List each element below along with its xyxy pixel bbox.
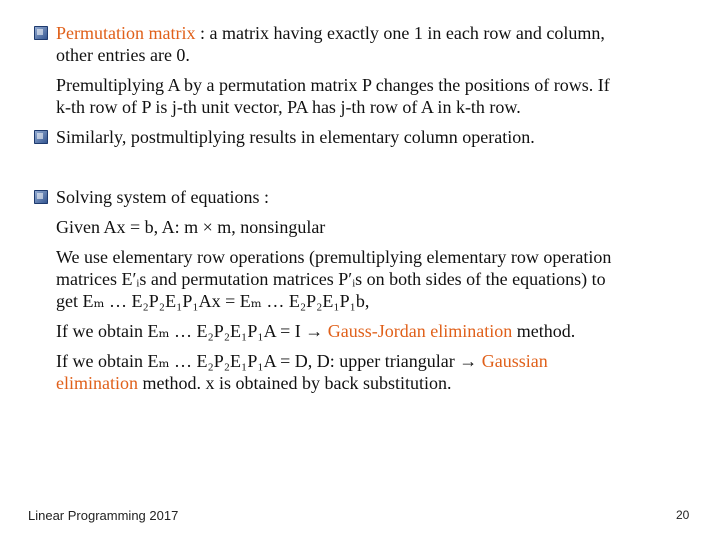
square-bullet-icon	[34, 26, 48, 40]
gaussian-condition: If we obtain Eₘ … E₂P₂E₁P₁A = D, D: upper triangular →	[56, 351, 482, 371]
term-gaussian: Gaussian	[481, 351, 548, 371]
solving-system-heading: Solving system of equations :	[56, 187, 269, 207]
back-substitution-text: method. x is obtained by back substitution.	[137, 373, 452, 393]
square-bullet-icon	[34, 190, 48, 204]
row-operations-line-1: We use elementary row operations (premultiplying elementary row operation	[56, 247, 612, 267]
page-number: 20	[676, 508, 690, 522]
bullet-permutation-line-1	[34, 22, 694, 44]
bullet-postmultiplying	[34, 126, 694, 148]
permutation-line-3: Premultiplying A by a permutation matrix P changes the positions of rows. If	[56, 75, 610, 95]
postmultiplying-text: Similarly, postmultiplying results in elementary column operation.	[56, 127, 535, 147]
gaussian-line-2	[34, 372, 694, 394]
gaussian-line-1	[34, 350, 694, 372]
row-operations-line-2: matrices E′ᵢs and permutation matrices P′ᵢs on both sides of the equations) to	[56, 269, 606, 289]
term-gauss-jordan: Gauss-Jordan elimination	[327, 321, 513, 341]
gauss-jordan-condition: If we obtain Eₘ … E₂P₂E₁P₁A = I →	[56, 321, 328, 341]
gauss-jordan-line	[34, 320, 694, 342]
square-bullet-icon	[34, 130, 48, 144]
gauss-jordan-suffix: method.	[512, 321, 576, 341]
row-operations-line-3: get Eₘ … E₂P₂E₁P₁Ax = Eₘ … E₂P₂E₁P₁b,	[56, 291, 370, 311]
slide-body	[34, 22, 694, 394]
permutation-line-2: other entries are 0.	[56, 45, 190, 65]
permutation-definition-text: : a matrix having exactly one 1 in each row and column,	[195, 23, 605, 43]
bullet-solving-system	[34, 186, 694, 208]
term-permutation-matrix: Permutation matrix	[56, 23, 196, 43]
term-elimination: elimination	[56, 373, 138, 393]
permutation-line-4: k-th row of P is j-th unit vector, PA has j-th row of A in k-th row.	[56, 97, 521, 117]
footer-course-title: Linear Programming 2017	[28, 508, 179, 523]
given-equation-line: Given Ax = b, A: m × m, nonsingular	[56, 217, 326, 237]
